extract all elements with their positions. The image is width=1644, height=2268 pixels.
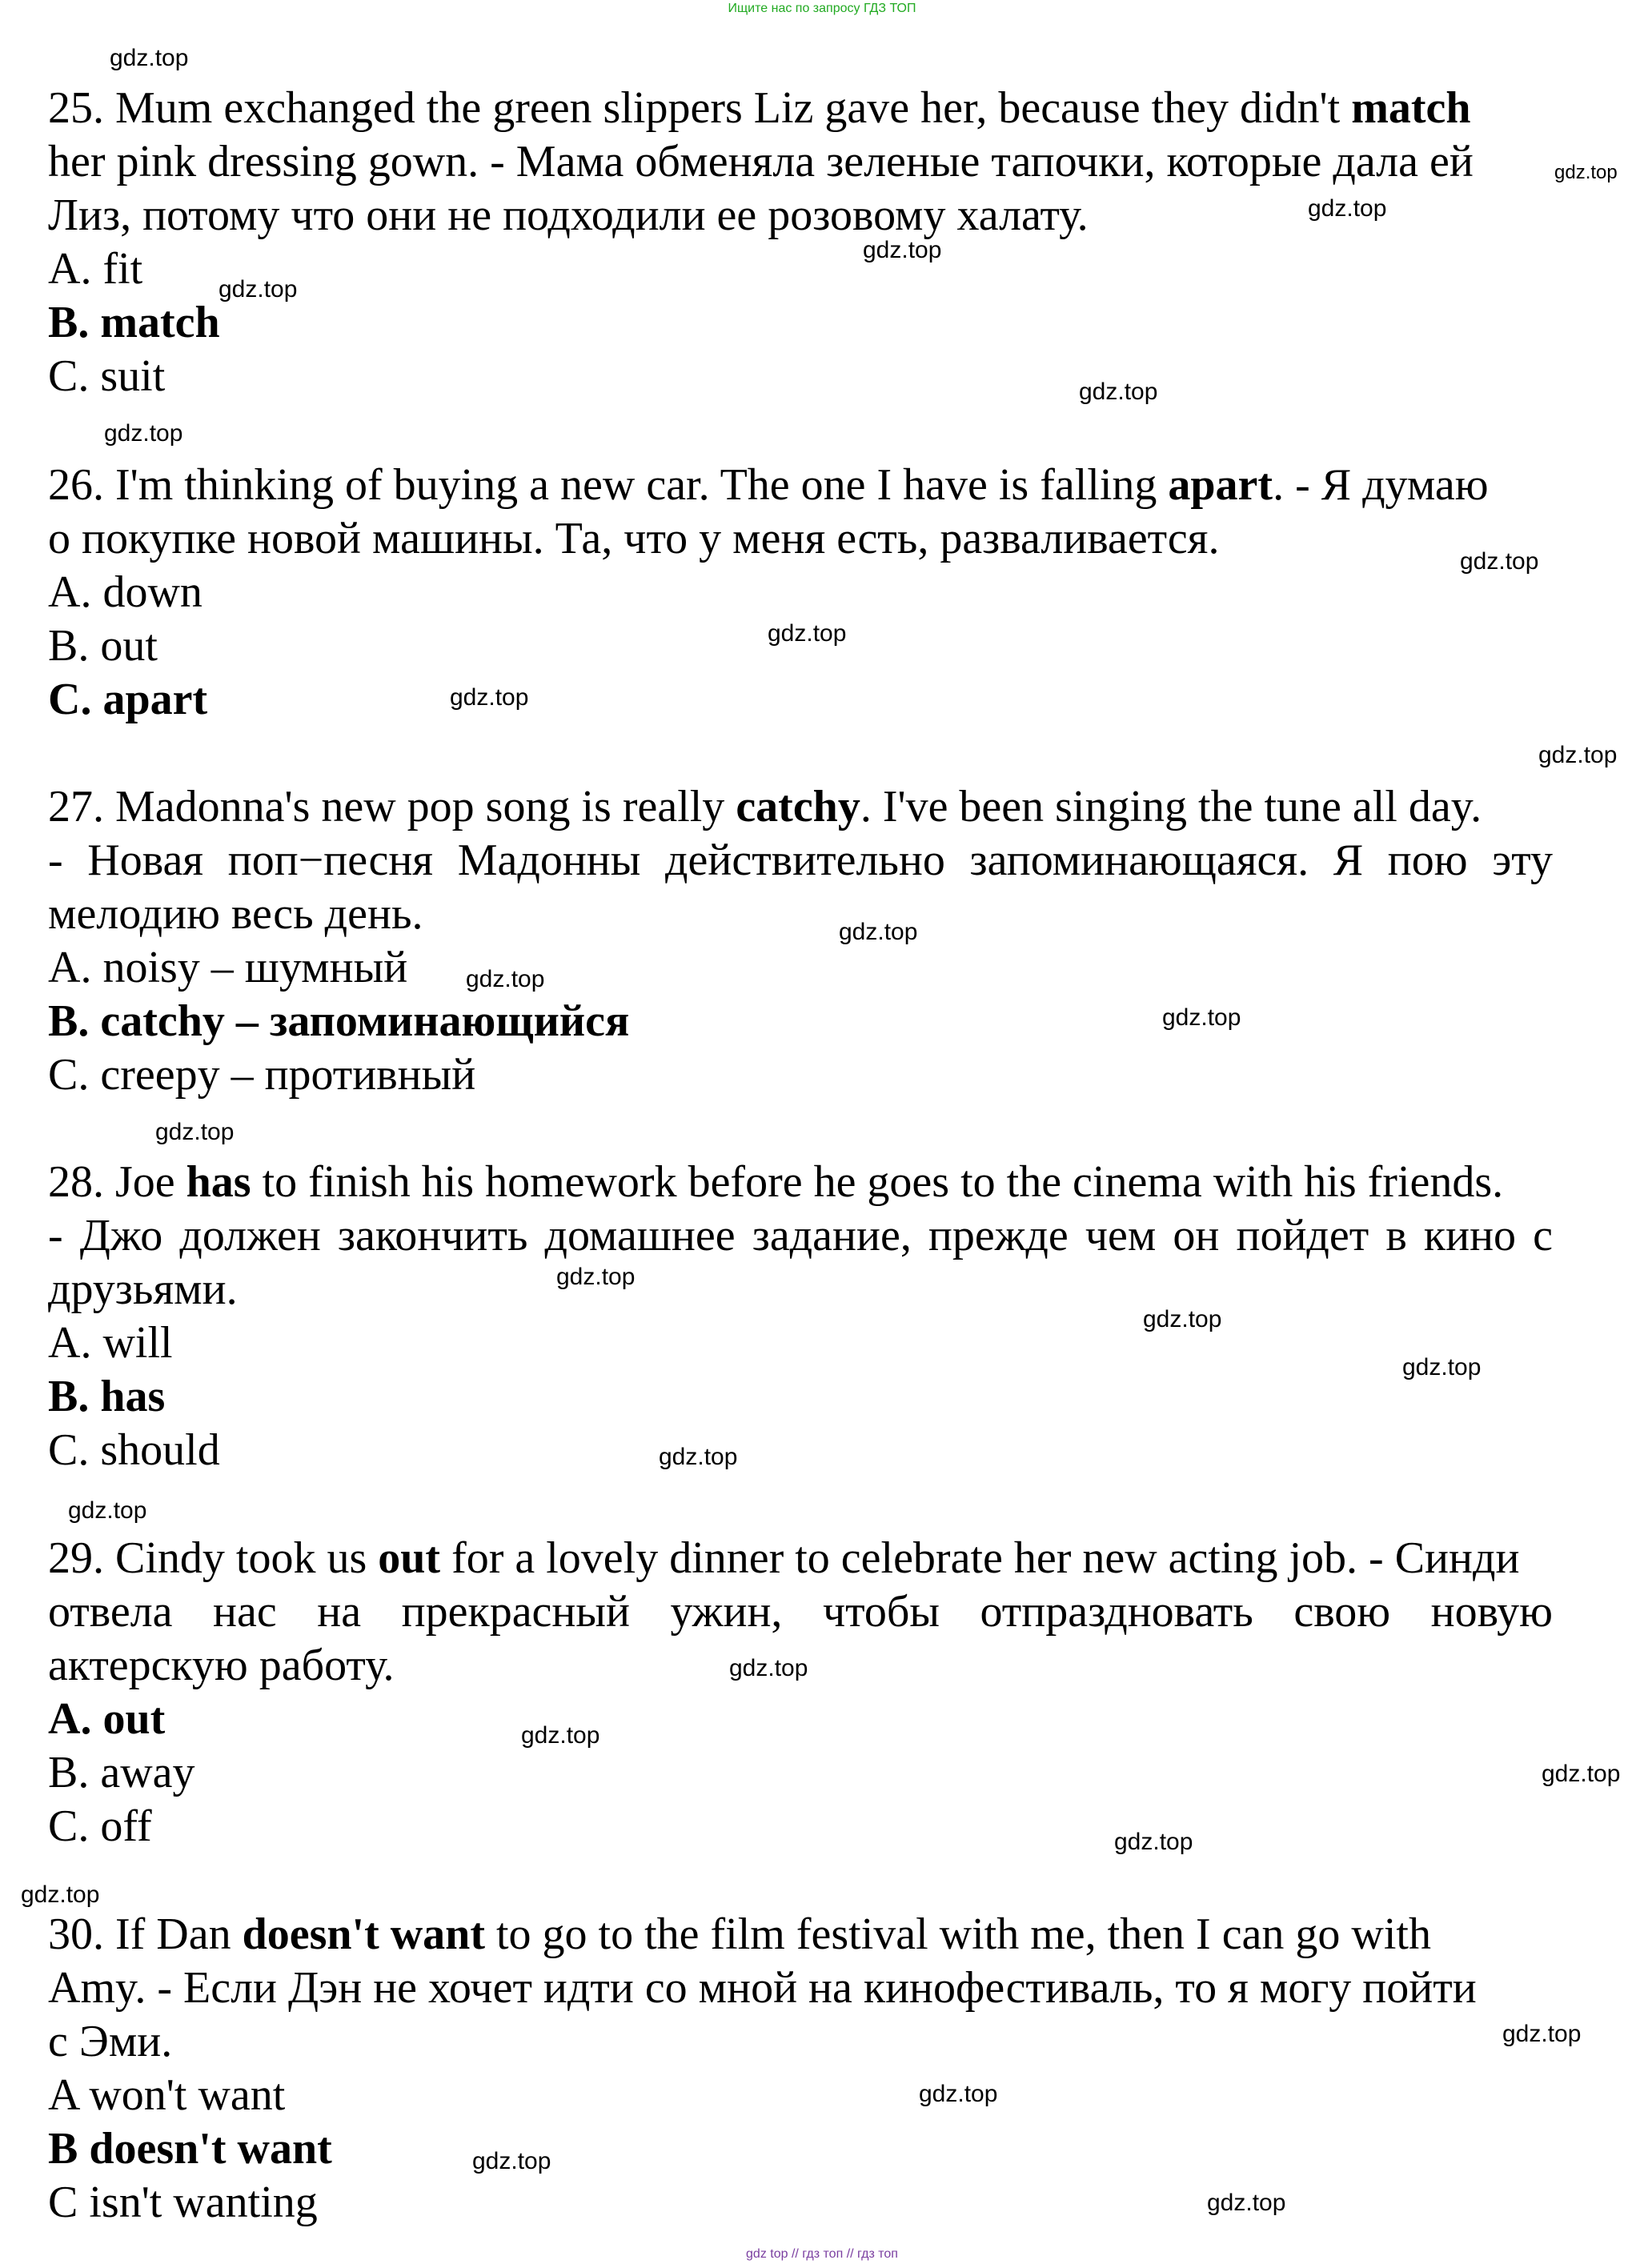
watermark: gdz.top [839, 919, 918, 945]
watermark: gdz.top [1207, 2190, 1286, 2216]
q28-option-b: B. has [48, 1372, 166, 1421]
watermark: gdz.top [919, 2081, 998, 2107]
q28-option-a: A. will [48, 1318, 173, 1368]
watermark: gdz.top [1308, 195, 1387, 222]
q28-line-1: 28. Joe has to finish his homework before he goes to the cinema with his friends. [48, 1157, 1504, 1207]
bottom-banner: gdz top // гдз топ // гдз топ [746, 2247, 898, 2261]
q27-line-2: - Новая поп−песня Мадонны действительно запоминающаяся. Я пою эту [48, 835, 1553, 885]
q30-option-a: A won't want [48, 2070, 286, 2120]
q26-line-1: 26. I'm thinking of buying a new car. The one I have is falling apart. - Я думаю [48, 460, 1489, 510]
q29-line-3: актерскую работу. [48, 1641, 395, 1690]
watermark: gdz.top [21, 1881, 100, 1908]
watermark: gdz.top [1554, 162, 1618, 183]
q25-line-3: Лиз, потому что они не подходили ее розовому халату. [48, 190, 1089, 240]
top-banner: Ищите нас по запросу ГДЗ ТОП [728, 2, 916, 15]
q26-option-a: A. down [48, 567, 202, 617]
q26-option-b: B. out [48, 621, 158, 671]
watermark: gdz.top [155, 1119, 235, 1145]
q25-option-c: C. suit [48, 351, 166, 401]
watermark: gdz.top [863, 237, 942, 263]
watermark: gdz.top [472, 2148, 551, 2174]
watermark: gdz.top [466, 966, 545, 992]
q27-option-c: C. creepy – противный [48, 1050, 476, 1100]
watermark: gdz.top [1460, 548, 1539, 575]
q29-option-c: C. off [48, 1801, 152, 1851]
watermark: gdz.top [104, 420, 183, 447]
q25-option-a: A. fit [48, 244, 143, 294]
q28-line-3: друзьями. [48, 1264, 238, 1314]
q30-line-1: 30. If Dan doesn't want to go to the film festival with me, then I can go with [48, 1909, 1431, 1959]
q26-option-c: C. apart [48, 675, 208, 724]
q30-line-2: Amy. - Если Дэн не хочет идти со мной на кинофестиваль, то я могу пойти [48, 1963, 1477, 2013]
q29-line-1: 29. Cindy took us out for a lovely dinner to celebrate her new acting job. - Синди [48, 1533, 1520, 1583]
q28-line-2: - Джо должен закончить домашнее задание, прежде чем он пойдет в кино с [48, 1211, 1553, 1260]
watermark: gdz.top [68, 1497, 147, 1524]
q27-option-b: B. catchy – запоминающийся [48, 996, 630, 1046]
q25-option-b: B. match [48, 298, 220, 347]
watermark: gdz.top [1114, 1829, 1193, 1855]
q27-line-1: 27. Madonna's new pop song is really catchy. I've been singing the tune all day. [48, 782, 1482, 831]
watermark: gdz.top [768, 620, 847, 647]
watermark: gdz.top [1143, 1306, 1222, 1332]
watermark: gdz.top [219, 276, 298, 303]
q25-line-1: 25. Mum exchanged the green slippers Liz gave her, because they didn't match [48, 83, 1471, 133]
q30-line-3: с Эми. [48, 2017, 173, 2066]
q30-option-b: B doesn't want [48, 2124, 332, 2174]
watermark: gdz.top [521, 1722, 600, 1749]
q28-option-c: C. should [48, 1425, 220, 1475]
watermark: gdz.top [1162, 1004, 1241, 1031]
watermark: gdz.top [556, 1264, 636, 1290]
q27-line-3: мелодию весь день. [48, 889, 423, 939]
watermark: gdz.top [450, 684, 529, 711]
watermark: gdz.top [1079, 379, 1158, 405]
q26-line-2: о покупке новой машины. Та, что у меня есть, разваливается. [48, 514, 1220, 563]
q27-option-a: A. noisy – шумный [48, 943, 408, 992]
q29-option-b: B. away [48, 1748, 195, 1797]
q30-option-c: C isn't wanting [48, 2178, 318, 2227]
q29-line-2: отвела нас на прекрасный ужин, чтобы отпраздновать свою новую [48, 1587, 1553, 1637]
q25-line-2: her pink dressing gown. - Мама обменяла зеленые тапочки, которые дала ей [48, 137, 1474, 186]
watermark: gdz.top [110, 45, 189, 71]
q29-option-a: A. out [48, 1694, 166, 1744]
watermark: gdz.top [1502, 2021, 1582, 2047]
watermark: gdz.top [1538, 742, 1618, 768]
watermark: gdz.top [1542, 1761, 1621, 1787]
watermark: gdz.top [659, 1444, 738, 1470]
watermark: gdz.top [1402, 1354, 1482, 1380]
watermark: gdz.top [729, 1655, 808, 1681]
